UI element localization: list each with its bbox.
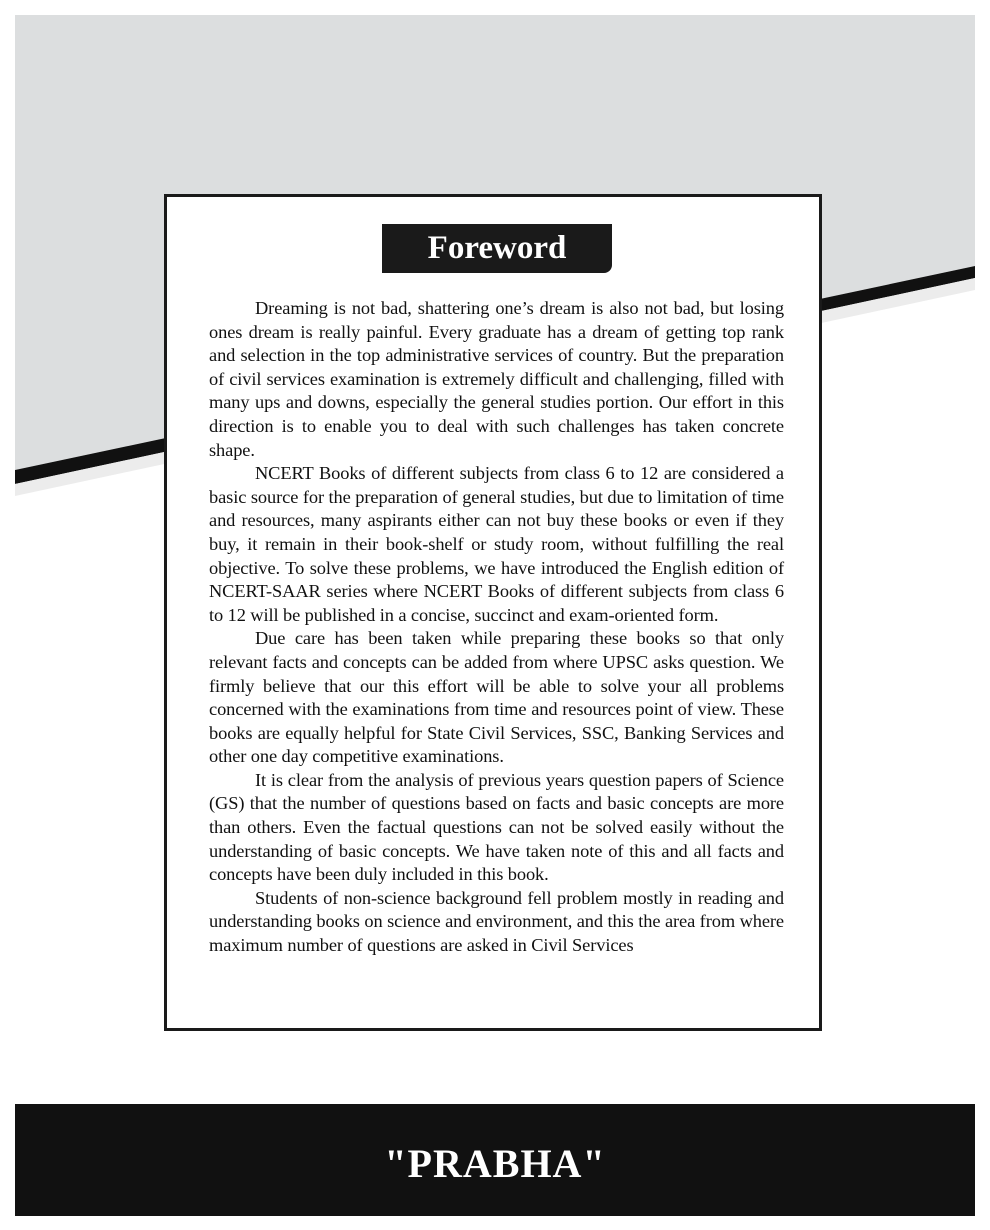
paragraph: Due care has been taken while preparing these books so that only relevant facts and concepts can be added from where UPSC asks question. We firmly believe that our this effort will be able to solve your all problems concerned with the examinations from time and resources point of view. These books are equally helpful for State Civil Services, SSC, Banking Services and other one day competitive examinations. <box>209 628 784 767</box>
paragraph: NCERT Books of different subjects from class 6 to 12 are considered a basic source for the preparation of general studies, but due to limitation of time and resources, many aspirants either can not buy these books or even if they buy, it remain in their book-shelf or study room, without fulfilling the real objective. To solve these problems, we have introduced the English edition of NCERT-SAAR series where NCERT Books of different subjects from class 6 to 12 will be published in a concise, succinct and exam-oriented form. <box>209 463 784 625</box>
foreword-box <box>164 194 822 1031</box>
page-title: Foreword <box>382 224 612 273</box>
paragraph: It is clear from the analysis of previous years question papers of Science (GS) that the number of questions based on facts and basic concepts are more than others. Even the factual questions can not be solved easily without the understanding of basic concepts. We have taken note of this and all facts and concepts have been duly included in this book. <box>209 769 784 885</box>
footer-band <box>15 1104 975 1216</box>
foreword-body <box>209 297 784 958</box>
publisher-brand: "PRABHA" <box>384 1141 606 1186</box>
paragraph: Dreaming is not bad, shattering one’s dream is also not bad, but losing ones dream is really painful. Every graduate has a dream of getting top rank and selection in the top administrative services of country. But the preparation of civil services examination is extremely difficult and challenging, filled with many ups and downs, especially the general studies portion. Our effort in this direction is to enable you to deal with such challenges has taken concrete shape. <box>209 298 784 460</box>
paragraph: Students of non-science background fell problem mostly in reading and understanding books on science and environment, and this the area from where maximum number of questions are asked in Civil Services <box>209 887 784 956</box>
